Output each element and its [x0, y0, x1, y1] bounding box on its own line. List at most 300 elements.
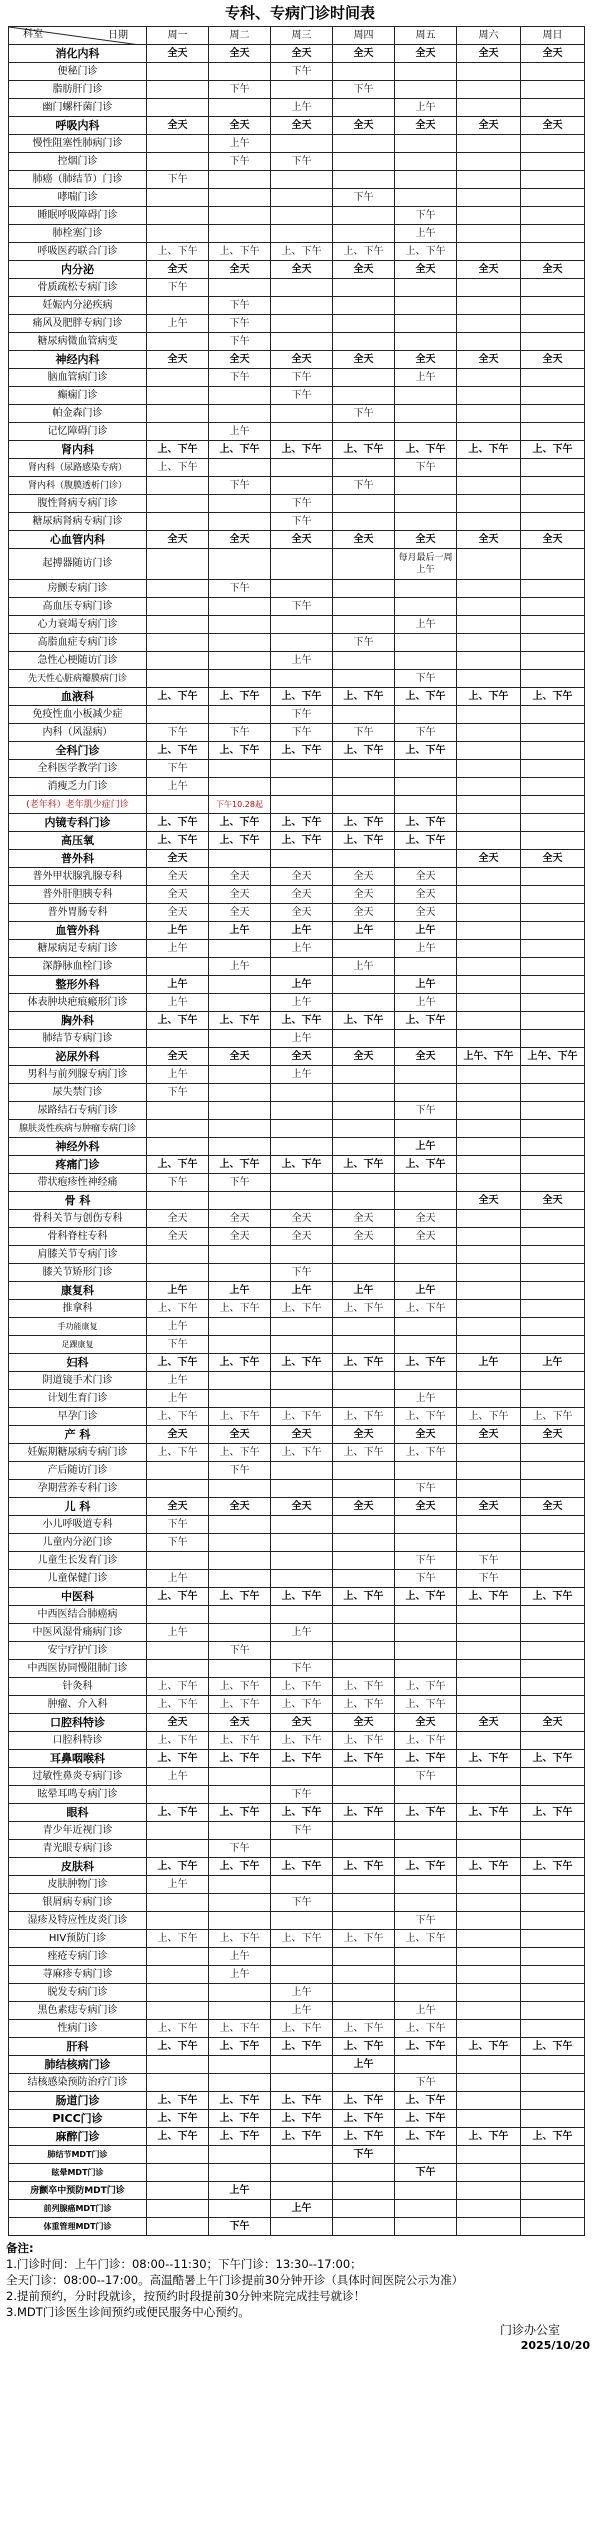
schedule-cell: 全天: [271, 886, 333, 904]
schedule-cell: 上、下午: [521, 1408, 585, 1426]
schedule-cell: 全天: [457, 45, 521, 63]
schedule-cell: [457, 99, 521, 117]
schedule-cell: 上、下午: [209, 814, 271, 832]
table-row: [9, 1624, 585, 1642]
schedule-cell: [521, 1696, 585, 1714]
schedule-cell: [209, 1624, 271, 1642]
schedule-cell: [147, 2056, 209, 2074]
schedule-cell: 全天: [395, 117, 457, 135]
schedule-cell: 全天: [271, 351, 333, 369]
schedule-cell: [521, 2164, 585, 2182]
schedule-cell: [521, 2200, 585, 2218]
dept-name-cell: 中医风湿骨痛病门诊: [9, 1624, 147, 1642]
schedule-cell: [209, 1336, 271, 1354]
schedule-cell: 上午: [147, 994, 209, 1012]
schedule-cell: [521, 297, 585, 315]
schedule-cell: [395, 189, 457, 207]
schedule-cell: 上午: [395, 616, 457, 634]
schedule-cell: [395, 1462, 457, 1480]
schedule-cell: [209, 1876, 271, 1894]
schedule-cell: [209, 1984, 271, 2002]
dept-name-cell: 妊娠期糖尿病专病门诊: [9, 1444, 147, 1462]
dept-name-cell: 帕金森门诊: [9, 405, 147, 423]
schedule-cell: [333, 760, 395, 778]
schedule-cell: [395, 1246, 457, 1264]
day-header: 周六: [457, 27, 521, 45]
schedule-cell: [209, 1390, 271, 1408]
schedule-cell: [521, 778, 585, 796]
schedule-cell: 全天: [521, 45, 585, 63]
schedule-cell: 上午: [147, 1066, 209, 1084]
schedule-cell: [271, 1606, 333, 1624]
table-row: [9, 2128, 585, 2146]
schedule-cell: [521, 1282, 585, 1300]
table-row: [9, 1588, 585, 1606]
schedule-cell: [457, 904, 521, 922]
schedule-cell: [147, 135, 209, 153]
schedule-cell: [333, 1966, 395, 1984]
schedule-cell: [271, 760, 333, 778]
schedule-cell: 上、下午: [333, 1300, 395, 1318]
schedule-cell: [147, 796, 209, 814]
dept-name-cell: 妊娠内分泌疾病: [9, 297, 147, 315]
dept-name-cell: 眩晕MDT门诊: [9, 2164, 147, 2182]
schedule-cell: [521, 1138, 585, 1156]
schedule-cell: 上、下午: [209, 1930, 271, 1948]
schedule-cell: [147, 513, 209, 531]
schedule-cell: [457, 814, 521, 832]
schedule-cell: [333, 495, 395, 513]
schedule-cell: 上、下午: [147, 459, 209, 477]
schedule-cell: 上、下午: [333, 742, 395, 760]
dept-name-cell: 骨 科: [9, 1192, 147, 1210]
schedule-cell: [457, 598, 521, 616]
schedule-cell: [209, 1894, 271, 1912]
table-row: [9, 2146, 585, 2164]
schedule-cell: [521, 1084, 585, 1102]
schedule-cell: 全天: [271, 117, 333, 135]
schedule-cell: 全天: [209, 1714, 271, 1732]
schedule-cell: 上、下午: [457, 2038, 521, 2056]
schedule-cell: [457, 1876, 521, 1894]
dept-name-cell: 儿 科: [9, 1498, 147, 1516]
schedule-cell: [395, 1192, 457, 1210]
schedule-cell: [271, 958, 333, 976]
schedule-cell: 每月最后一周上午: [395, 549, 457, 580]
schedule-cell: [271, 405, 333, 423]
dept-name-cell: 腹性肾病专病门诊: [9, 495, 147, 513]
schedule-cell: [271, 1642, 333, 1660]
schedule-cell: 上、下午: [209, 243, 271, 261]
schedule-cell: [457, 1840, 521, 1858]
schedule-cell: [147, 1264, 209, 1282]
table-row: [9, 513, 585, 531]
schedule-cell: 全天: [209, 868, 271, 886]
schedule-cell: [521, 922, 585, 940]
table-row: [9, 2002, 585, 2020]
schedule-cell: [395, 279, 457, 297]
schedule-cell: [333, 2002, 395, 2020]
table-row: [9, 1246, 585, 1264]
schedule-cell: 上、下午: [333, 814, 395, 832]
schedule-cell: [457, 1660, 521, 1678]
schedule-cell: 上午: [271, 2200, 333, 2218]
schedule-cell: [147, 1912, 209, 1930]
schedule-cell: [395, 778, 457, 796]
schedule-cell: 上、下午: [271, 1858, 333, 1876]
table-row: [9, 1084, 585, 1102]
schedule-cell: [395, 598, 457, 616]
schedule-cell: 上、下午: [333, 1012, 395, 1030]
schedule-cell: 上、下午: [521, 1750, 585, 1768]
schedule-cell: [521, 423, 585, 441]
schedule-cell: 全天: [209, 351, 271, 369]
schedule-cell: [521, 1642, 585, 1660]
schedule-cell: 上、下午: [333, 1354, 395, 1372]
schedule-cell: [147, 1552, 209, 1570]
table-row: [9, 1912, 585, 1930]
schedule-cell: [521, 2020, 585, 2038]
schedule-cell: [395, 1516, 457, 1534]
schedule-cell: [271, 1966, 333, 1984]
schedule-cell: [147, 333, 209, 351]
table-row: [9, 2074, 585, 2092]
schedule-cell: 上、下午: [147, 1678, 209, 1696]
schedule-cell: [521, 333, 585, 351]
schedule-cell: [209, 616, 271, 634]
schedule-cell: [271, 1516, 333, 1534]
schedule-cell: [521, 1246, 585, 1264]
dept-name-cell: 过敏性鼻炎专病门诊: [9, 1768, 147, 1786]
schedule-cell: [147, 580, 209, 598]
schedule-cell: [147, 1120, 209, 1138]
schedule-cell: [271, 2218, 333, 2236]
schedule-cell: 上、下午: [209, 2038, 271, 2056]
schedule-cell: 全天: [395, 1498, 457, 1516]
schedule-cell: [333, 598, 395, 616]
schedule-cell: 全天: [209, 1498, 271, 1516]
schedule-cell: 全天: [147, 45, 209, 63]
schedule-cell: 全天: [457, 531, 521, 549]
schedule-cell: 上、下午: [333, 2110, 395, 2128]
dept-name-cell: 安宁疗护门诊: [9, 1642, 147, 1660]
schedule-cell: 下午: [395, 1102, 457, 1120]
table-row: [9, 333, 585, 351]
schedule-cell: [521, 2110, 585, 2128]
schedule-cell: [521, 2092, 585, 2110]
table-row: [9, 135, 585, 153]
schedule-cell: 上午: [209, 2182, 271, 2200]
table-row: [9, 459, 585, 477]
schedule-cell: 全天: [333, 868, 395, 886]
table-row: [9, 598, 585, 616]
dept-name-cell: 眼科: [9, 1804, 147, 1822]
schedule-cell: [457, 153, 521, 171]
schedule-cell: [457, 2146, 521, 2164]
table-row: [9, 405, 585, 423]
schedule-cell: 上午: [521, 1354, 585, 1372]
table-row: [9, 1336, 585, 1354]
dept-name-cell: 男科与前列腺专病门诊: [9, 1066, 147, 1084]
schedule-cell: [457, 171, 521, 189]
dept-name-cell: 湿疹及特应性皮炎门诊: [9, 1912, 147, 1930]
schedule-cell: [521, 1516, 585, 1534]
schedule-cell: [147, 477, 209, 495]
schedule-cell: [521, 369, 585, 387]
dept-name-cell: 尿失禁门诊: [9, 1084, 147, 1102]
schedule-cell: 上、下午: [147, 1858, 209, 1876]
note-line: 1.门诊时间：上午门诊：08:00--11:30；下午门诊：13:30--17:00；: [6, 2257, 362, 2271]
schedule-cell: [333, 369, 395, 387]
table-row: [9, 1444, 585, 1462]
schedule-cell: [147, 634, 209, 652]
schedule-cell: 上、下午: [147, 1930, 209, 1948]
dept-name-cell: 高脂血症专病门诊: [9, 634, 147, 652]
schedule-cell: [271, 1336, 333, 1354]
schedule-cell: 上、下午: [271, 1750, 333, 1768]
schedule-cell: 下午: [209, 297, 271, 315]
schedule-cell: 全天: [209, 1210, 271, 1228]
schedule-cell: [333, 1192, 395, 1210]
schedule-cell: 上午: [147, 922, 209, 940]
dept-name-cell: 儿童保健门诊: [9, 1570, 147, 1588]
table-row: [9, 189, 585, 207]
schedule-cell: [147, 1984, 209, 2002]
table-row: [9, 225, 585, 243]
schedule-cell: 全天: [395, 1048, 457, 1066]
schedule-cell: 上、下午: [209, 1408, 271, 1426]
schedule-cell: [333, 1984, 395, 2002]
schedule-cell: 下午: [271, 1822, 333, 1840]
schedule-cell: [521, 1102, 585, 1120]
schedule-cell: 上、下午: [209, 1444, 271, 1462]
schedule-cell: 下午: [271, 1894, 333, 1912]
table-row: [9, 351, 585, 369]
schedule-cell: [147, 225, 209, 243]
table-row: [9, 832, 585, 850]
dept-name-cell: 胸外科: [9, 1012, 147, 1030]
table-row: [9, 958, 585, 976]
schedule-cell: [147, 99, 209, 117]
schedule-cell: 上、下午: [147, 1444, 209, 1462]
dept-name-cell: 普外胃肠专科: [9, 904, 147, 922]
dept-name-cell: 肿瘤、介入科: [9, 1696, 147, 1714]
table-row: [9, 904, 585, 922]
schedule-cell: [333, 616, 395, 634]
schedule-cell: 全天: [147, 850, 209, 868]
table-row: [9, 1282, 585, 1300]
schedule-cell: [271, 207, 333, 225]
schedule-cell: 下午: [147, 1534, 209, 1552]
schedule-cell: 上、下午: [147, 1354, 209, 1372]
dept-name-cell: 内分泌: [9, 261, 147, 279]
schedule-cell: 全天: [333, 1498, 395, 1516]
schedule-cell: 全天: [395, 351, 457, 369]
schedule-cell: 全天: [271, 1210, 333, 1228]
schedule-cell: 上午: [147, 940, 209, 958]
dept-name-cell: 免疫性血小板减少症: [9, 706, 147, 724]
dept-name-cell: 脂肪肝门诊: [9, 81, 147, 99]
schedule-cell: 上、下午: [209, 832, 271, 850]
dept-name-cell: 尿路结石专病门诊: [9, 1102, 147, 1120]
schedule-cell: 上、下午: [395, 1012, 457, 1030]
schedule-cell: [521, 549, 585, 580]
schedule-cell: 上午: [457, 1354, 521, 1372]
schedule-cell: [209, 1534, 271, 1552]
schedule-cell: [521, 243, 585, 261]
schedule-cell: 全天: [271, 904, 333, 922]
dept-name-cell: 幽门螺杆菌门诊: [9, 99, 147, 117]
schedule-cell: 上午: [395, 1282, 457, 1300]
schedule-cell: 下午: [147, 1174, 209, 1192]
table-row: [9, 1228, 585, 1246]
schedule-cell: 全天: [147, 261, 209, 279]
schedule-cell: 全天: [209, 1048, 271, 1066]
table-row: [9, 688, 585, 706]
schedule-cell: [209, 2074, 271, 2092]
schedule-cell: [395, 1030, 457, 1048]
schedule-cell: 上、下午: [209, 742, 271, 760]
schedule-cell: 上、下午: [147, 2020, 209, 2038]
schedule-cell: 下午: [209, 1840, 271, 1858]
schedule-cell: 全天: [333, 1228, 395, 1246]
schedule-cell: 全天: [271, 1498, 333, 1516]
schedule-cell: 下午: [271, 369, 333, 387]
table-row: [9, 117, 585, 135]
schedule-cell: 全天: [333, 117, 395, 135]
schedule-cell: 下午: [271, 495, 333, 513]
dept-name-cell: 膝关节矫形门诊: [9, 1264, 147, 1282]
schedule-cell: 全天: [333, 1048, 395, 1066]
schedule-cell: [457, 832, 521, 850]
schedule-cell: [209, 940, 271, 958]
schedule-cell: [147, 2074, 209, 2092]
schedule-cell: [457, 1210, 521, 1228]
schedule-cell: 全天: [395, 1426, 457, 1444]
schedule-cell: [521, 2218, 585, 2236]
schedule-cell: [457, 994, 521, 1012]
table-row: [9, 1894, 585, 1912]
day-header: 周五: [395, 27, 457, 45]
schedule-cell: [521, 1894, 585, 1912]
schedule-cell: 全天: [521, 1192, 585, 1210]
table-row: [9, 1372, 585, 1390]
schedule-cell: [147, 387, 209, 405]
table-row: [9, 2092, 585, 2110]
schedule-cell: [521, 1210, 585, 1228]
schedule-cell: [209, 778, 271, 796]
schedule-cell: [521, 495, 585, 513]
schedule-cell: [521, 724, 585, 742]
schedule-cell: [209, 850, 271, 868]
table-row: [9, 1984, 585, 2002]
schedule-cell: 上、下午: [521, 2128, 585, 2146]
schedule-cell: 上、下午: [395, 1732, 457, 1750]
schedule-cell: 全天: [333, 45, 395, 63]
schedule-cell: [457, 1372, 521, 1390]
schedule-cell: [147, 1192, 209, 1210]
schedule-cell: 全天: [521, 531, 585, 549]
schedule-cell: [521, 670, 585, 688]
schedule-cell: 上午: [395, 99, 457, 117]
schedule-cell: [271, 1174, 333, 1192]
schedule-cell: [457, 1138, 521, 1156]
table-row: [9, 477, 585, 495]
schedule-cell: [209, 1372, 271, 1390]
schedule-cell: [521, 1120, 585, 1138]
dept-header-label: 科室: [23, 29, 43, 40]
schedule-cell: [271, 1084, 333, 1102]
schedule-cell: 全天: [333, 1210, 395, 1228]
schedule-cell: [521, 1066, 585, 1084]
schedule-cell: 下午: [271, 1264, 333, 1282]
schedule-cell: [209, 1516, 271, 1534]
schedule-cell: 上午: [147, 1390, 209, 1408]
dept-name-cell: 肺结节专病门诊: [9, 1030, 147, 1048]
schedule-cell: [457, 1084, 521, 1102]
schedule-cell: [521, 1732, 585, 1750]
schedule-cell: 上、下午: [395, 742, 457, 760]
schedule-cell: [457, 796, 521, 814]
schedule-cell: 全天: [147, 117, 209, 135]
schedule-cell: 上、下午: [209, 1678, 271, 1696]
table-row: [9, 1462, 585, 1480]
schedule-cell: 上午: [271, 99, 333, 117]
schedule-cell: [521, 1390, 585, 1408]
schedule-cell: [457, 279, 521, 297]
table-row: [9, 580, 585, 598]
dept-name-cell: 黑色素痣专病门诊: [9, 2002, 147, 2020]
schedule-cell: [395, 2056, 457, 2074]
schedule-cell: 上、下午: [209, 1750, 271, 1768]
schedule-cell: [209, 706, 271, 724]
schedule-cell: 下午: [209, 580, 271, 598]
schedule-cell: [147, 598, 209, 616]
schedule-cell: 上、下午: [457, 1858, 521, 1876]
schedule-cell: 上、下午: [271, 832, 333, 850]
schedule-cell: 下午: [209, 477, 271, 495]
schedule-cell: 下午: [209, 153, 271, 171]
schedule-cell: [333, 2182, 395, 2200]
dept-name-cell: 哮喘门诊: [9, 189, 147, 207]
schedule-cell: [333, 135, 395, 153]
schedule-cell: 上午: [271, 1984, 333, 2002]
table-row: [9, 1660, 585, 1678]
dept-name-cell: 消瘦乏力门诊: [9, 778, 147, 796]
schedule-cell: 上午: [147, 1624, 209, 1642]
schedule-cell: 上午: [395, 922, 457, 940]
dept-name-cell: 肾内科（腹膜透析门诊）: [9, 477, 147, 495]
schedule-cell: [457, 706, 521, 724]
schedule-cell: 下午: [395, 2164, 457, 2182]
table-row: [9, 1534, 585, 1552]
table-row: [9, 796, 585, 814]
schedule-cell: 全天: [147, 1714, 209, 1732]
dept-name-cell: 便秘门诊: [9, 63, 147, 81]
table-row: [9, 2110, 585, 2128]
schedule-cell: 上、下午: [521, 688, 585, 706]
schedule-cell: 上、下午: [271, 441, 333, 459]
schedule-cell: [457, 189, 521, 207]
schedule-cell: [457, 1966, 521, 1984]
schedule-cell: 上、下午: [271, 742, 333, 760]
schedule-cell: [457, 1246, 521, 1264]
schedule-cell: [209, 459, 271, 477]
dept-name-cell: 泌尿外科: [9, 1048, 147, 1066]
schedule-cell: [271, 1246, 333, 1264]
schedule-cell: [333, 1912, 395, 1930]
schedule-cell: [457, 958, 521, 976]
